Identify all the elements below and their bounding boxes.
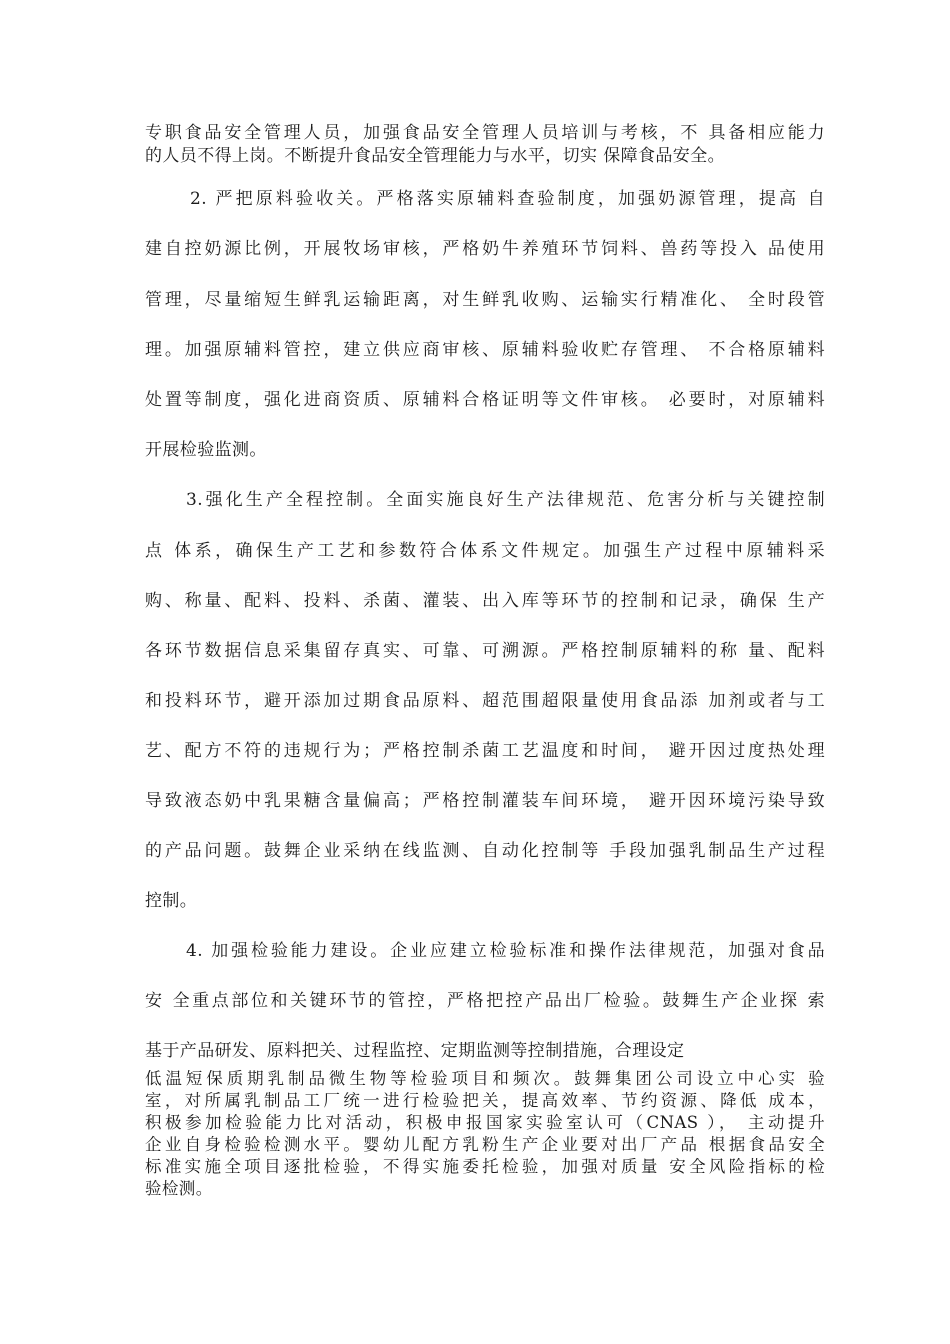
text-line: 标准实施全项目逐批检验，不得实施委托检验，加强对质量 安全风险指标的检 <box>145 1157 825 1176</box>
text-line: 安 全重点部位和关键环节的管控，严格把控产品出厂检验。鼓舞生产企业探 索 <box>145 991 825 1011</box>
text-line: 建自控奶源比例，开展牧场审核，严格奶牛养殖环节饲料、兽药等投入 品使用 <box>145 239 825 259</box>
text-line: 的产品问题。鼓舞企业采纳在线监测、自动化控制等 手段加强乳制品生产过程 <box>145 841 825 861</box>
text-line: 导致液态奶中乳果糖含量偏高；严格控制灌装车间环境， 避开因环境污染导致 <box>145 791 825 811</box>
text-line: 点 体系，确保生产工艺和参数符合体系文件规定。加强生产过程中原辅料采 <box>145 541 825 561</box>
text-line: 各环节数据信息采集留存真实、可靠、可溯源。严格控制原辅料的称 量、配料 <box>145 641 825 661</box>
paragraph-3-first-line: 3.强化生产全程控制。全面实施良好生产法律规范、危害分析与关键控制 <box>186 490 825 510</box>
text-line: 购、称量、配料、投料、杀菌、灌装、出入库等环节的控制和记录，确保 生产 <box>145 591 825 611</box>
paragraph-4-first-line: 4. 加强检验能力建设。企业应建立检验标准和操作法律规范，加强对食品 <box>186 941 825 961</box>
text-line: 积极参加检验能力比对活动，积极申报国家实验室认可（CNAS ）， 主动提升 <box>145 1113 825 1132</box>
paragraph-2-first-line: 2. 严把原料验收关。严格落实原辅料查验制度，加强奶源管理，提高 自 <box>190 189 825 209</box>
text-line: 基于产品研发、原料把关、过程监控、定期监测等控制措施，合理设定 <box>145 1041 685 1061</box>
text-line: 艺、配方不符的违规行为；严格控制杀菌工艺温度和时间， 避开因过度热处理 <box>145 741 825 761</box>
text-line: 处置等制度，强化进商资质、原辅料合格证明等文件审核。 必要时，对原辅料 <box>145 390 825 410</box>
text-line: 室，对所属乳制品工厂统一进行检验把关，提高效率、节约资源、降低 成本， <box>145 1091 825 1110</box>
text-line: 和投料环节，避开添加过期食品原料、超范围超限量使用食品添 加剂或者与工 <box>145 691 825 711</box>
text-line: 控制。 <box>145 891 198 911</box>
text-line: 专职食品安全管理人员，加强食品安全管理人员培训与考核，不 具备相应能力 <box>145 123 825 143</box>
text-line: 开展检验监测。 <box>145 440 267 460</box>
text-line: 企业自身检验检测水平。婴幼儿配方乳粉生产企业要对出厂产品 根据食品安全 <box>145 1135 825 1154</box>
text-line: 验检测。 <box>145 1179 213 1198</box>
text-line: 理。加强原辅料管控，建立供应商审核、原辅料验收贮存管理、 不合格原辅料 <box>145 340 825 360</box>
text-line: 的人员不得上岗。不断提升食品安全管理能力与水平，切实 保障食品安全。 <box>145 146 726 166</box>
text-line: 低温短保质期乳制品微生物等检验项目和频次。鼓舞集团公司设立中心实 验 <box>145 1069 825 1088</box>
text-line: 管理，尽量缩短生鲜乳运输距离，对生鲜乳收购、运输实行精准化、 全时段管 <box>145 290 825 310</box>
